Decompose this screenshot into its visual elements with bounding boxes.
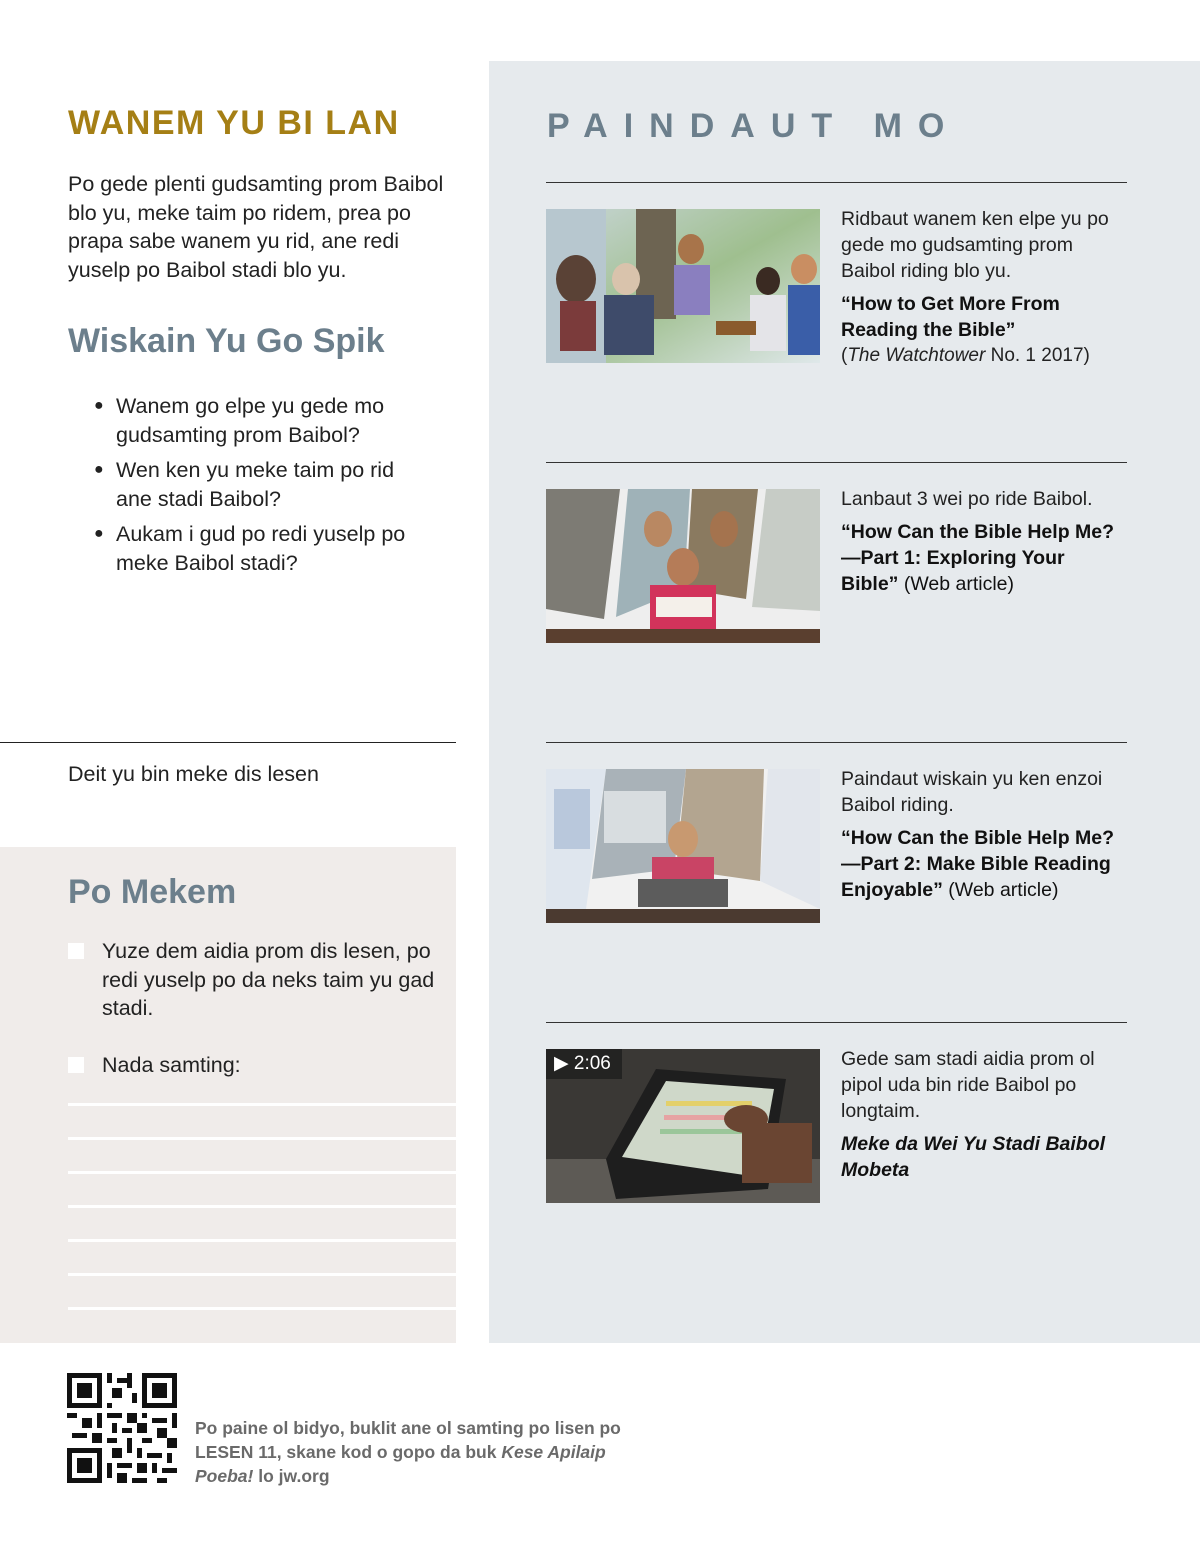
resource-title-link[interactable]: “How Can the Bible Help Me?—Part 1: Exploring Your Bible” (Web article): [841, 521, 1115, 595]
resource-title-link[interactable]: “How Can the Bible Help Me? —Part 2: Make Bible Reading Enjoyable” (Web article): [841, 827, 1115, 901]
do-box: [0, 847, 456, 1343]
write-line[interactable]: [68, 1171, 456, 1174]
resource-source: (The Watchtower No. 1 2017): [841, 345, 1090, 366]
write-line[interactable]: [68, 1205, 456, 1208]
date-label: Deit yu bin meke dis lesen: [68, 762, 319, 786]
learn-body: Po gede plenti gudsamting prom Baibol blo yu, meke taim po ridem, prea po prapa sabe wanem yu rid, ane redi yuselp po Baibol stadi blo yu.: [68, 172, 444, 282]
resource-description: Lanbaut 3 wei po ride Baibol.: [841, 488, 1093, 510]
resource-text: [841, 486, 1121, 597]
explore-heading: PAINDAUT MO: [547, 107, 961, 145]
resource-title-link[interactable]: “How to Get More From Reading the Bible”: [841, 293, 1060, 341]
bullet-icon: ●: [94, 525, 104, 542]
resource-description: Paindaut wiskain yu ken enzoi Baibol riding.: [841, 768, 1103, 816]
resource-description: Gede sam stadi aidia prom ol pipol uda bin ride Baibol po longtaim.: [841, 1048, 1095, 1122]
date-rule: [0, 742, 456, 743]
bullet-icon: ●: [94, 397, 104, 414]
write-line[interactable]: [68, 1137, 456, 1140]
divider: [546, 742, 1127, 743]
boy-reading-bible-image: [546, 489, 820, 643]
resource-title-link[interactable]: Meke da Wei Yu Stadi Baibol Mobeta: [841, 1133, 1106, 1181]
discuss-list: [94, 392, 434, 584]
learn-heading: WANEM YU BI LAN: [68, 104, 400, 142]
group-reading-image: [546, 209, 820, 363]
write-line[interactable]: [68, 1103, 456, 1106]
footer-text: Po paine ol bidyo, buklit ane ol samting po lisen po LESEN 11, skane kod o gopo da buk Kese Apilaip Poeba! lo jw.org: [195, 1418, 621, 1486]
resource-thumbnail[interactable]: [546, 769, 820, 923]
resource-description: Ridbaut wanem ken elpe yu po gede mo gudsamting prom Baibol riding blo yu.: [841, 208, 1109, 282]
resource-text: [841, 1046, 1121, 1183]
bullet-icon: ●: [94, 461, 104, 478]
list-item: ● Wanem go elpe yu gede mo gudsamting prom Baibol?: [94, 394, 385, 447]
do-heading: Po Mekem: [68, 873, 237, 911]
checkbox-icon[interactable]: [68, 943, 84, 959]
write-line[interactable]: [68, 1273, 456, 1276]
resource-thumbnail[interactable]: [546, 489, 820, 643]
checklist-item[interactable]: Yuze dem aidia prom dis lesen, po redi yuselp po da neks taim yu gad stadi.: [68, 937, 438, 1023]
discuss-heading: Wiskain Yu Go Spik: [68, 322, 385, 360]
qr-code-icon[interactable]: [67, 1373, 177, 1483]
resource-text: [841, 206, 1121, 369]
list-item: ● Aukam i gud po redi yuselp po meke Baibol stadi?: [94, 522, 406, 575]
explore-panel: [489, 61, 1200, 1343]
divider: [546, 1022, 1127, 1023]
write-line[interactable]: [68, 1239, 456, 1242]
girl-reading-bible-image: [546, 769, 820, 923]
divider: [546, 182, 1127, 183]
write-line[interactable]: [68, 1307, 456, 1310]
video-duration-badge: ▶ 2:06: [546, 1049, 622, 1079]
resource-thumbnail[interactable]: [546, 209, 820, 363]
resource-text: [841, 766, 1121, 903]
checkbox-icon[interactable]: [68, 1057, 84, 1073]
video-thumbnail[interactable]: [546, 1049, 820, 1203]
list-item: ● Wen ken yu meke taim po rid ane stadi Baibol?: [94, 458, 395, 511]
checklist-item-other[interactable]: Nada samting:: [68, 1051, 438, 1080]
divider: [546, 462, 1127, 463]
